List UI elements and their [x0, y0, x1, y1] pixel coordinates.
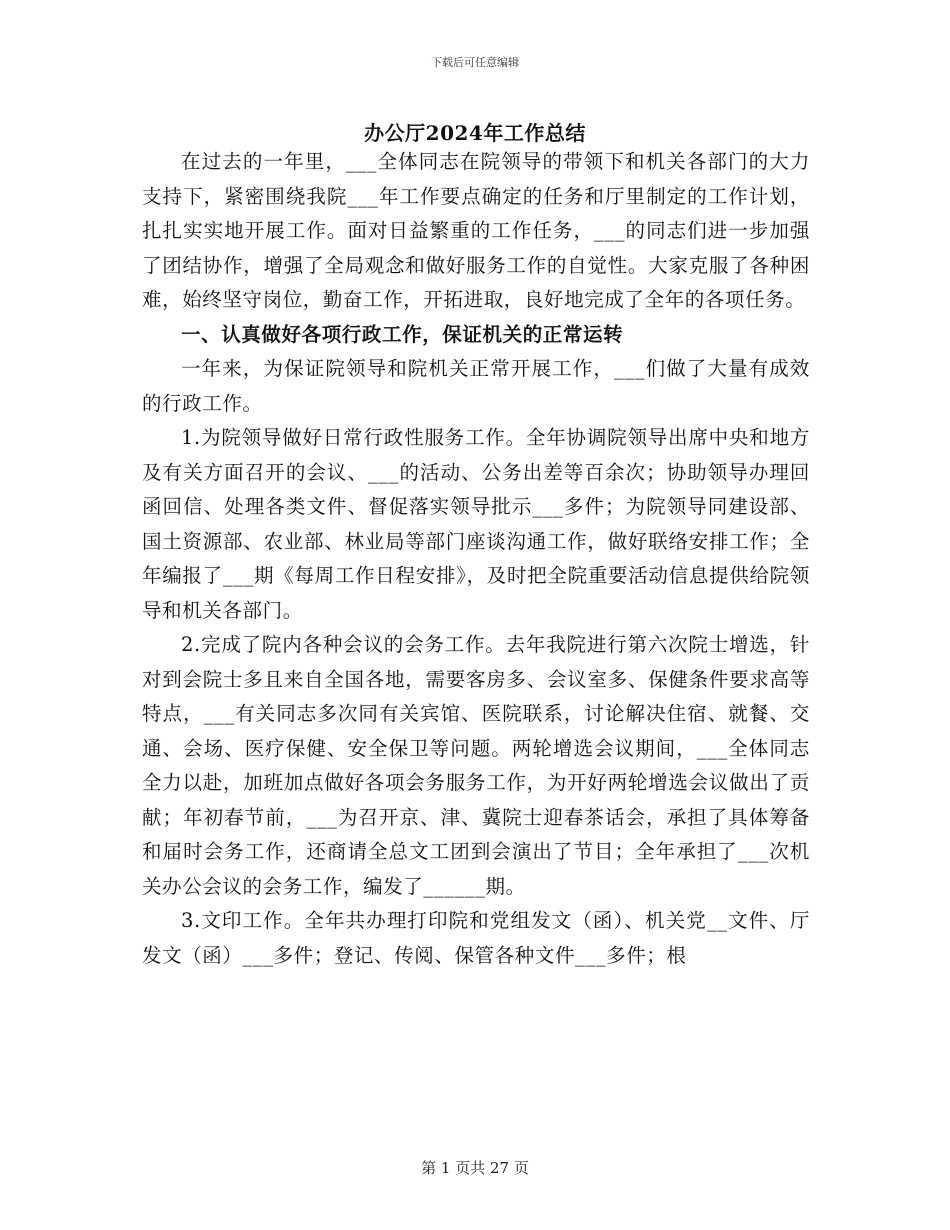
paragraph-item-3: 3.文印工作。全年共办理打印院和党组发文（函）、机关党__文件、厅发文（函）___多件；登记、传阅、保管各种文件___多件；根 [142, 909, 810, 967]
paragraph-item-1: 1.为院领导做好日常行政性服务工作。全年协调院领导出席中央和地方及有关方面召开的会议、___的活动、公务出差等百余次；协助领导办理回函回信、处理各类文件、督促落实领导批示___多件；为院领导同建设部、国土资源部、农业部、林业局等部门座谈沟通工作，做好联络安排工作；全年编报了___期《每周工作日程安排》，及时把全院重要活动信息提供给院领导和机关各部门。 [142, 426, 810, 622]
header-note: 下载后可任意编辑 [431, 56, 519, 69]
paragraph: 一年来，为保证院领导和院机关正常开展工作，___们做了大量有成效的行政工作。 [142, 357, 810, 415]
document-title: 办公厅2024年工作总结 [364, 121, 586, 145]
document-body [142, 145, 810, 973]
paragraph-intro: 在过去的一年里，___全体同志在院领导的带领下和机关各部门的大力支持下，紧密围绕我院___年工作要点确定的任务和厅里制定的工作计划，扎扎实实地开展工作。面对日益繁重的工作任务，___的同志们进一步加强了团结协作，增强了全局观念和做好服务工作的自觉性。大家克服了各种困难，始终坚守岗位，勤奋工作，开拓进取，良好地完成了全年的各项任务。 [142, 150, 810, 311]
paragraph-item-2: 2.完成了院内各种会议的会务工作。去年我院进行第六次院士增选，针对到会院士多且来自全国各地，需要客房多、会议室多、保健条件要求高等特点，___有关同志多次同有关宾馆、医院联系，讨论解决住宿、就餐、交通、会场、医疗保健、安全保卫等问题。两轮增选会议期间，___全体同志全力以赴，加班加点做好各项会务服务工作，为开好两轮增选会议做出了贡献；年初春节前，___为召开京、津、冀院士迎春茶话会，承担了具体筹备和届时会务工作，还商请全总文工团到会演出了节目；全年承担了___次机关办公会议的会务工作，编发了______期。 [142, 633, 810, 898]
page-footer: 第 1 页共 27 页 [421, 1159, 529, 1177]
section-heading-1: 一、认真做好各项行政工作，保证机关的正常运转 [181, 322, 624, 346]
